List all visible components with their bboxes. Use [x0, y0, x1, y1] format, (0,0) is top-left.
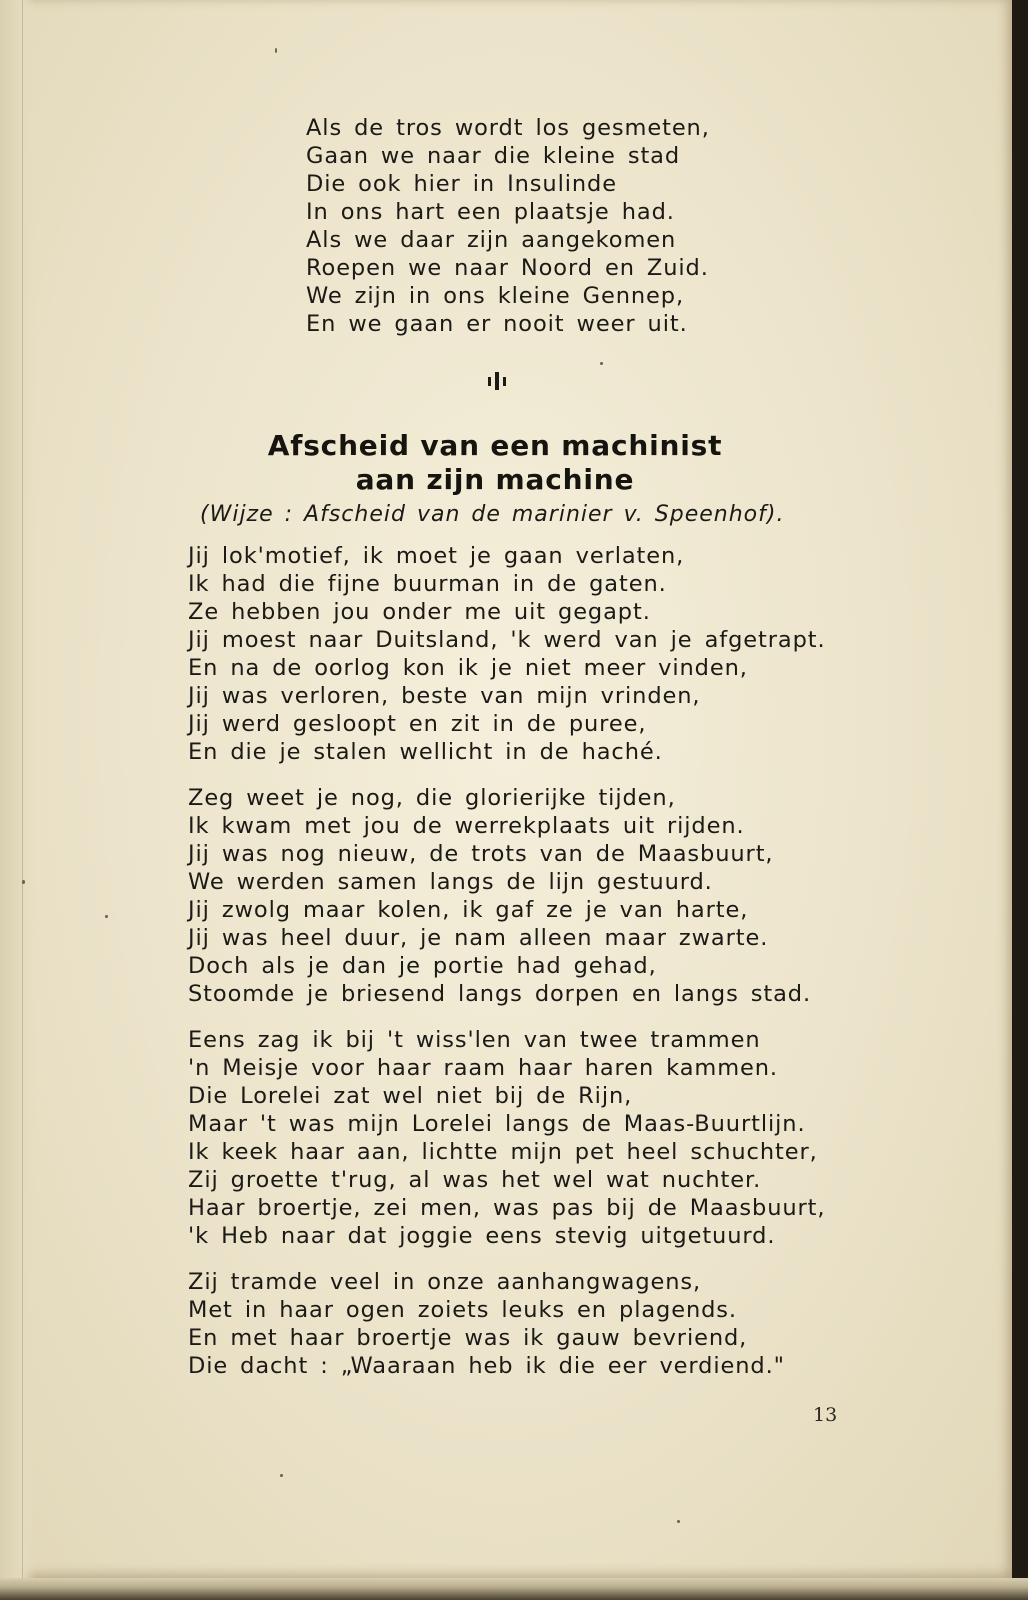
stanza [188, 1268, 826, 1380]
stanza [188, 542, 826, 766]
poem-line: 'k Heb naar dat joggie eens stevig uitgetuurd. [188, 1223, 776, 1249]
poem-line: Eens zag ik bij 't wiss'len van twee trammen [188, 1027, 761, 1053]
ornament-icon [486, 372, 508, 390]
page-spine [0, 0, 36, 1578]
poem-line: Ik kwam met jou de werrekplaats uit rijden. [188, 813, 745, 839]
paper-speck [677, 1520, 680, 1523]
poem-line: We zijn in ons kleine Gennep, [306, 283, 685, 309]
poem-line: Ik keek haar aan, lichtte mijn pet heel schuchter, [188, 1139, 818, 1165]
poem-line: Roepen we naar Noord en Zuid. [306, 255, 709, 281]
poem-line: Jij was verloren, beste van mijn vrinden, [188, 683, 701, 709]
poem-line: Jij was nog nieuw, de trots van de Maasbuurt, [188, 841, 774, 867]
scan-bottom-edge [0, 1578, 1028, 1600]
poem-line: Met in haar ogen zoiets leuks en plagends. [188, 1297, 737, 1323]
poem-line: Jij werd gesloopt en zit in de puree, [188, 711, 647, 737]
poem-line: Doch als je dan je portie had gehad, [188, 953, 657, 979]
poem-line: Als we daar zijn aangekomen [306, 227, 677, 253]
page-number: 13 [813, 1404, 838, 1426]
poem-line: Jij lok'motief, ik moet je gaan verlaten, [188, 543, 685, 569]
poem-line: En we gaan er nooit weer uit. [306, 311, 688, 337]
poem-line: Maar 't was mijn Lorelei langs de Maas-Buurtlijn. [188, 1111, 806, 1137]
paper-speck [275, 48, 277, 53]
poem-line: En met haar broertje was ik gauw bevriend, [188, 1325, 748, 1351]
poem-line: Ze hebben jou onder me uit gegapt. [188, 599, 651, 625]
paper-speck [600, 362, 603, 365]
poem-line: Zij tramde veel in onze aanhangwagens, [188, 1269, 702, 1295]
poem-line: Jij was heel duur, je nam alleen maar zwarte. [188, 925, 769, 951]
song-body [188, 542, 826, 1398]
song-title-line-1: Afscheid van een machinist [267, 429, 723, 462]
poem-line: Gaan we naar die kleine stad [306, 143, 681, 169]
poem-opening [306, 114, 710, 338]
spine-fold-line [22, 0, 23, 1578]
stanza [188, 784, 826, 1008]
song-tune-note: (Wijze : Afscheid van de marinier v. Speenhof). [200, 502, 785, 527]
poem-line: Stoomde je briesend langs dorpen en langs stad. [188, 981, 812, 1007]
poem-line: Die ook hier in Insulinde [306, 171, 617, 197]
stanza [188, 1026, 826, 1250]
poem-line: Die dacht : „Waaraan heb ik die eer verdiend." [188, 1353, 785, 1379]
poem-line: Als de tros wordt los gesmeten, [306, 115, 710, 141]
paper-speck [105, 915, 108, 918]
poem-line: En na de oorlog kon ik je niet meer vinden, [188, 655, 748, 681]
song-title-line-2: aan zijn machine [355, 463, 635, 496]
poem-line: Die Lorelei zat wel niet bij de Rijn, [188, 1083, 633, 1109]
poem-line: Zij groette t'rug, al was het wel wat nuchter. [188, 1167, 762, 1193]
poem-line: Jij moest naar Duitsland, 'k werd van je afgetrapt. [188, 627, 826, 653]
poem-line: Ik had die fijne buurman in de gaten. [188, 571, 667, 597]
poem-line: In ons hart een plaatsje had. [306, 199, 675, 225]
paper-speck [22, 880, 25, 884]
poem-line: We werden samen langs de lijn gestuurd. [188, 869, 713, 895]
poem-line: En die je stalen wellicht in de haché. [188, 739, 663, 765]
poem-line: Zeg weet je nog, die glorierijke tijden, [188, 785, 676, 811]
paper-speck [280, 1474, 283, 1477]
scan-right-edge [1012, 0, 1028, 1600]
poem-line: 'n Meisje voor haar raam haar haren kammen. [188, 1055, 778, 1081]
poem-line: Haar broertje, zei men, was pas bij de Maasbuurt, [188, 1195, 826, 1221]
poem-line: Jij zwolg maar kolen, ik gaf ze je van harte, [188, 897, 749, 923]
